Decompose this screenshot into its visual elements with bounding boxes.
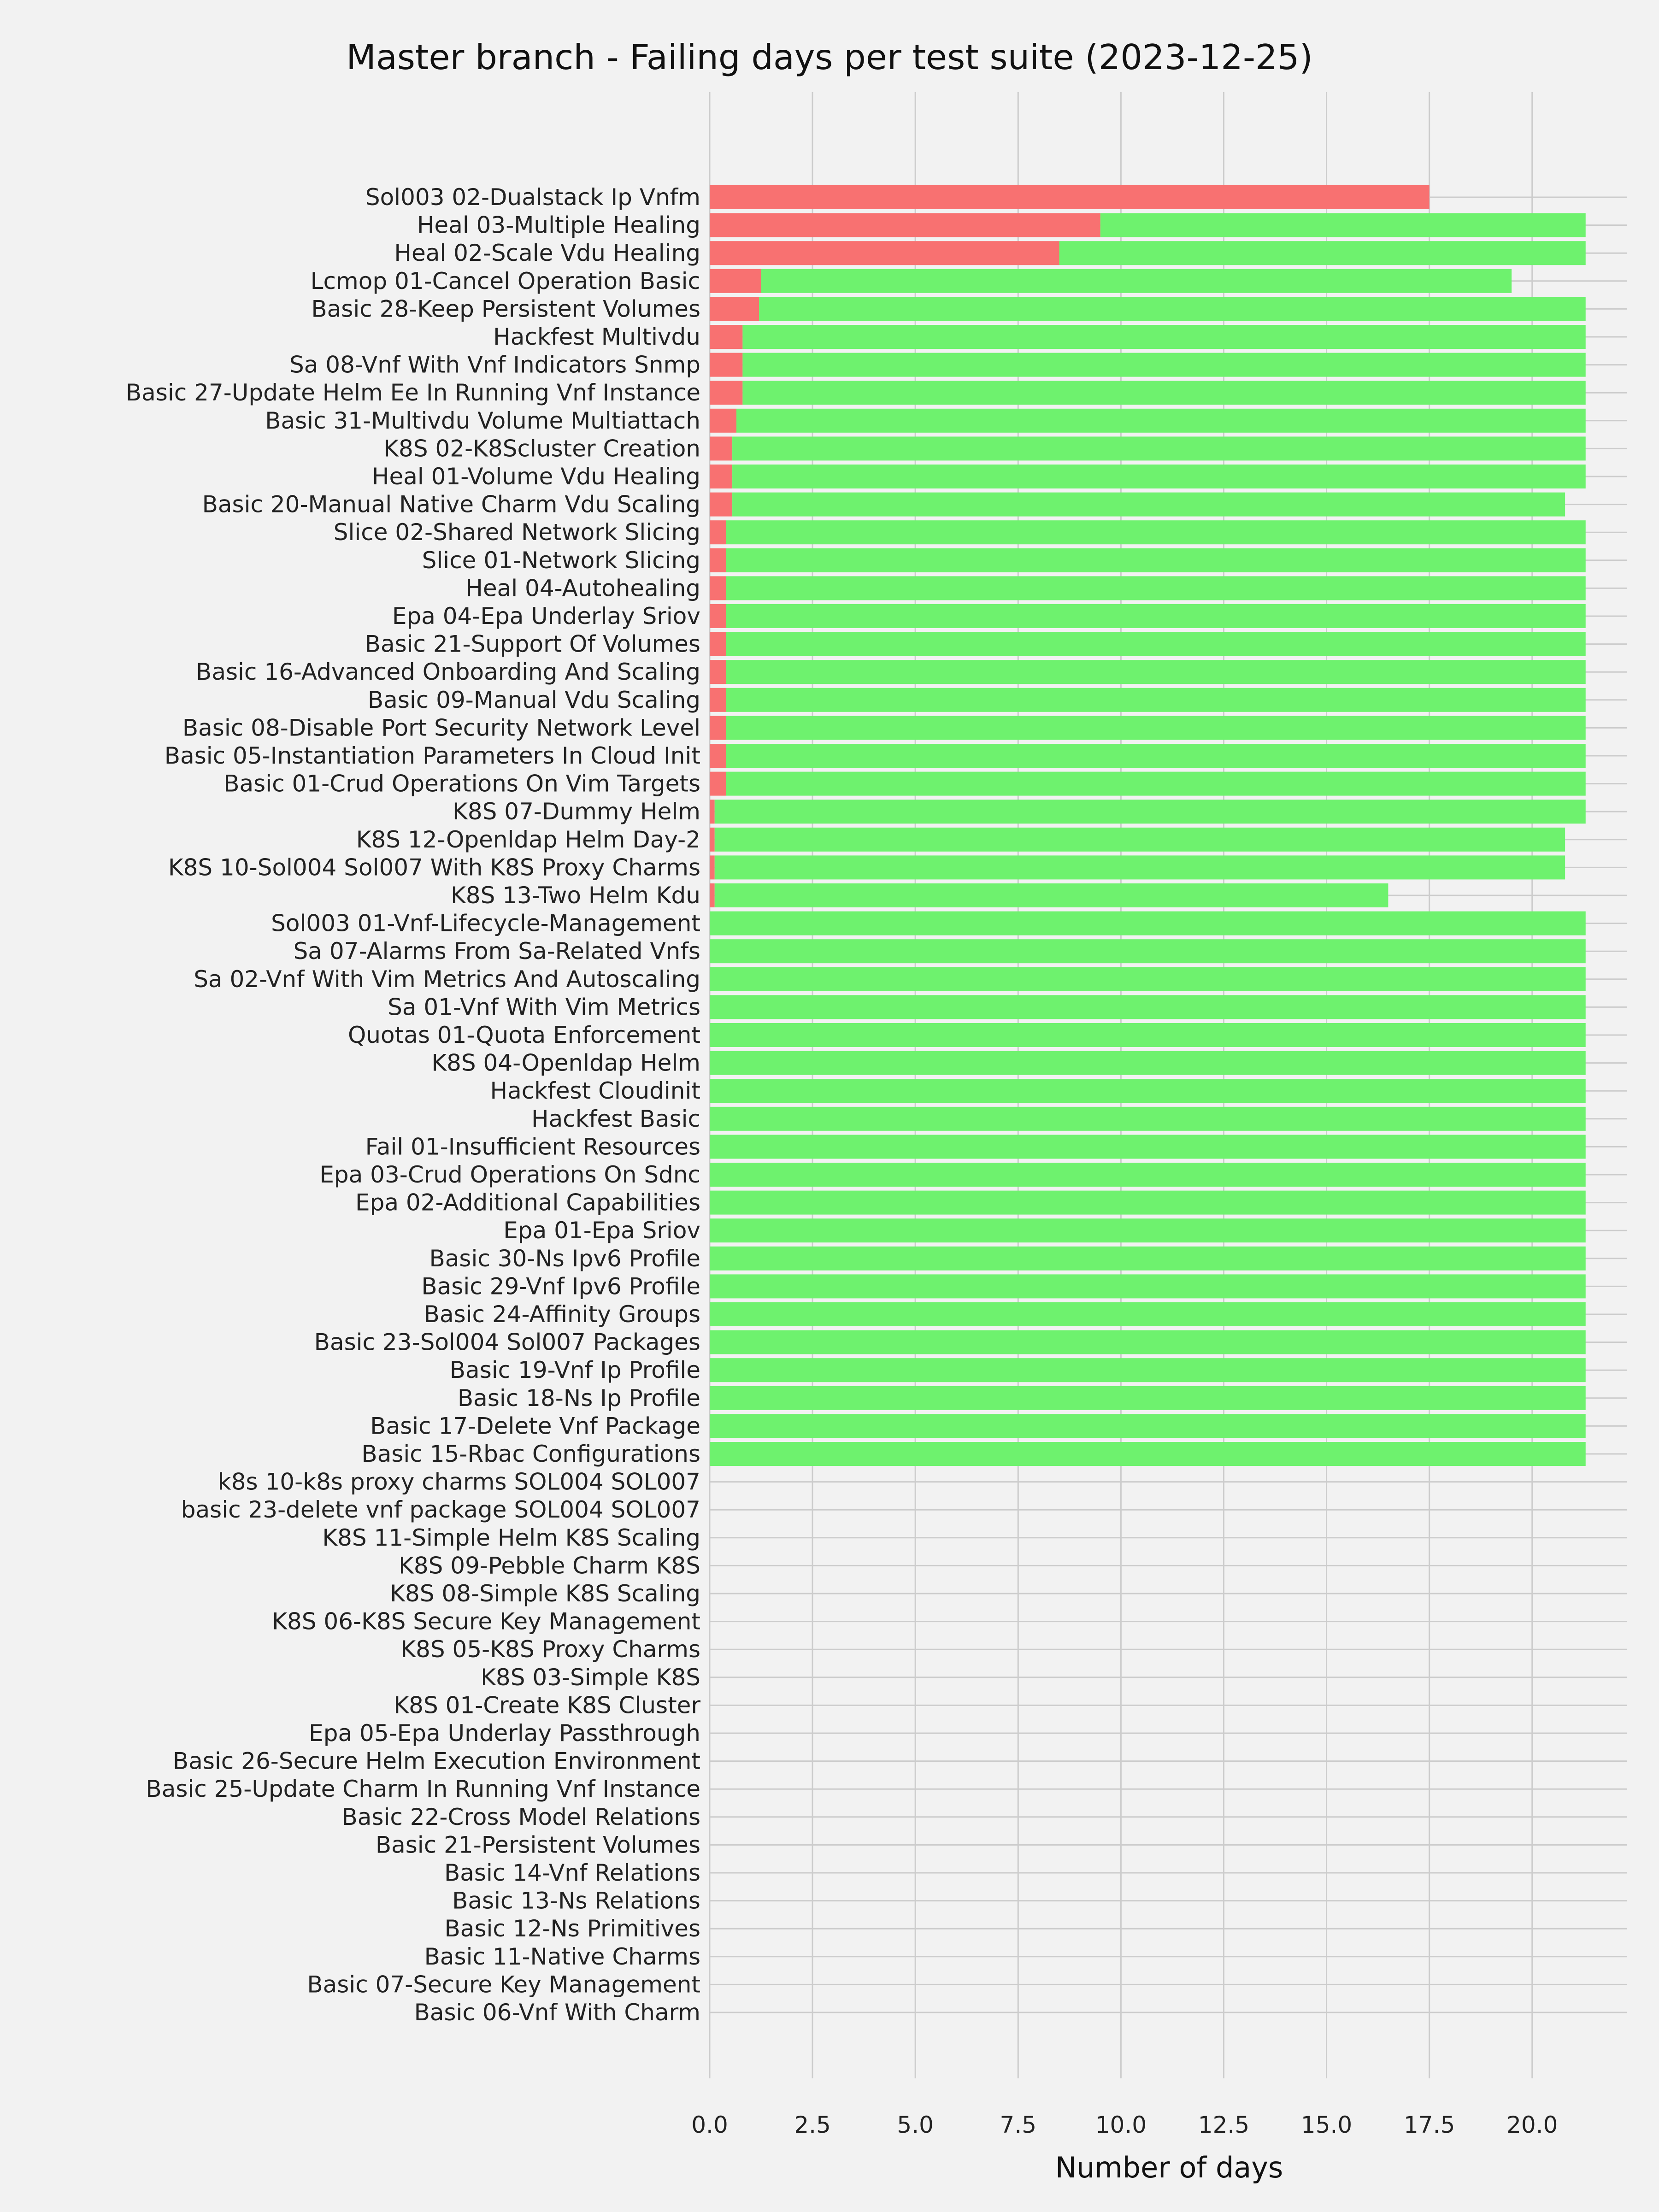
y-tick-label: Hackfest Basic [531,1105,700,1132]
y-tick-label: Basic 26-Secure Helm Execution Environment [172,1747,700,1775]
x-tick-label: 2.5 [794,2112,831,2138]
bar-passing [710,1330,1586,1354]
bar-passing [710,1107,1586,1131]
y-tick-label: Basic 01-Crud Operations On Vim Targets [224,770,700,797]
bar-passing [742,325,1585,349]
y-tick-label: Basic 14-Vnf Relations [444,1859,700,1886]
bar-passing [710,1442,1586,1466]
y-tick-label: basic 23-delete vnf package SOL004 SOL007 [181,1496,700,1524]
bar-passing [710,1191,1586,1215]
bar-passing [1100,213,1586,237]
bar-passing [726,744,1586,768]
x-axis-label: Number of days [1055,2151,1283,2184]
y-tick-label: Fail 01-Insufficient Resources [365,1133,700,1160]
bar-failing [710,716,726,740]
bar-passing [761,269,1512,293]
x-tick-label: 7.5 [1000,2112,1037,2138]
y-tick-label: Basic 12-Ns Primitives [444,1915,700,1942]
y-tick-label: Basic 25-Update Charm In Running Vnf Instance [146,1776,700,1803]
bar-failing [710,269,761,293]
bar-passing [736,409,1586,433]
y-tick-label: Sa 02-Vnf With Vim Metrics And Autoscaling [194,965,700,993]
bar-passing [710,1358,1586,1382]
y-tick-label: Slice 01-Network Slicing [422,547,700,574]
bar-failing [710,800,715,824]
bar-passing [710,1302,1586,1326]
x-tick-label: 5.0 [897,2112,934,2138]
y-tick-label: Basic 20-Manual Native Charm Vdu Scaling [202,491,700,518]
y-tick-label: Basic 16-Advanced Onboarding And Scaling [196,659,700,686]
y-tick-label: Basic 21-Persistent Volumes [375,1831,700,1859]
y-tick-label: Lcmop 01-Cancel Operation Basic [310,267,700,294]
bar-failing [710,688,726,712]
bar-passing [710,1163,1586,1187]
y-tick-label: Basic 19-Vnf Ip Profile [449,1357,700,1384]
y-tick-label: Sol003 02-Dualstack Ip Vnfm [365,184,700,211]
bar-passing [726,604,1586,628]
y-tick-label: Epa 04-Epa Underlay Sriov [392,603,700,629]
bar-passing [710,1023,1586,1047]
y-tick-label: K8S 09-Pebble Charm K8S [399,1552,700,1579]
x-tick-label: 20.0 [1506,2112,1558,2138]
y-tick-label: Basic 17-Delete Vnf Package [370,1412,700,1440]
bar-passing [759,297,1586,321]
bar-passing [710,1386,1586,1410]
y-tick-label: Sol003 01-Vnf-Lifecycle-Management [271,910,700,937]
bar-passing [710,1135,1586,1159]
bar-failing [710,744,726,768]
y-tick-label: Basic 28-Keep Persistent Volumes [311,295,700,323]
bar-failing [710,604,726,628]
y-tick-label: K8S 10-Sol004 Sol007 With K8S Proxy Charms [168,854,700,881]
bar-failing [710,465,732,488]
y-tick-label: Sa 08-Vnf With Vnf Indicators Snmp [289,351,700,378]
y-tick-label: K8S 02-K8Scluster Creation [383,435,700,462]
bar-passing [726,716,1586,740]
y-tick-label: Epa 01-Epa Sriov [503,1217,700,1244]
y-tick-label: Basic 18-Ns Ip Profile [457,1384,700,1412]
bar-passing [715,800,1586,824]
y-tick-label: Heal 02-Scale Vdu Healing [394,240,700,267]
bar-passing [1059,241,1586,265]
bar-passing [715,883,1388,907]
bar-failing [710,353,742,377]
y-tick-label: Quotas 01-Quota Enforcement [347,1022,700,1048]
bar-failing [710,855,715,879]
x-tick-label: 12.5 [1198,2112,1250,2138]
y-tick-label: Basic 09-Manual Vdu Scaling [367,686,700,713]
y-tick-label: Basic 06-Vnf With Charm [414,1999,700,2026]
bar-passing [710,912,1586,935]
y-tick-label: Epa 05-Epa Underlay Passthrough [309,1720,700,1747]
bar-passing [726,548,1586,572]
bar-passing [710,1218,1586,1242]
bar-failing [710,213,1100,237]
bar-passing [710,1274,1586,1298]
y-tick-label: Basic 22-Cross Model Relations [341,1803,700,1830]
bar-failing [710,325,742,349]
y-tick-label: Basic 13-Ns Relations [452,1887,700,1914]
y-tick-label: K8S 05-K8S Proxy Charms [400,1636,700,1663]
y-tick-label: K8S 03-Simple K8S [481,1664,700,1691]
bar-passing [726,660,1586,684]
bar-passing [732,493,1565,517]
bar-failing [710,548,726,572]
y-tick-label: Heal 04-Autohealing [465,575,700,602]
bar-failing [710,828,715,852]
bar-failing [710,576,726,600]
bar-failing [710,241,1059,265]
x-tick-label: 0.0 [691,2112,728,2138]
bar-passing [710,1079,1586,1103]
y-tick-label: Basic 31-Multivdu Volume Multiattach [265,407,700,434]
y-tick-label: Sa 01-Vnf With Vim Metrics [388,994,700,1021]
y-tick-label: Sa 07-Alarms From Sa-Related Vnfs [293,938,700,965]
y-tick-label: Basic 05-Instantiation Parameters In Cloud Init [164,742,700,769]
y-tick-label: Basic 08-Disable Port Security Network Level [182,714,700,741]
bar-passing [742,381,1585,405]
y-tick-label: Basic 29-Vnf Ipv6 Profile [421,1273,700,1300]
bar-failing [710,520,726,544]
bar-passing [715,828,1565,852]
bar-passing [726,772,1586,796]
y-tick-label: Basic 11-Native Charms [424,1943,700,1970]
bar-passing [732,465,1586,488]
x-tick-label: 10.0 [1095,2112,1147,2138]
bar-failing [710,185,1430,209]
y-tick-label: Heal 03-Multiple Healing [417,212,700,239]
y-tick-label: K8S 11-Simple Helm K8S Scaling [322,1524,700,1551]
bar-failing [710,883,715,907]
y-tick-label: Hackfest Multivdu [493,324,700,350]
bar-failing [710,772,726,796]
bar-failing [710,436,732,460]
y-tick-label: Basic 07-Secure Key Management [307,1971,700,1998]
bar-passing [710,1247,1586,1271]
bar-passing [710,939,1586,963]
y-tick-label: Epa 02-Additional Capabilities [355,1189,700,1216]
y-tick-label: K8S 01-Create K8S Cluster [394,1692,700,1719]
y-tick-label: K8S 06-K8S Secure Key Management [272,1608,700,1635]
bar-passing [726,520,1586,544]
bar-failing [710,493,732,517]
bar-passing [715,855,1565,879]
chart-title: Master branch - Failing days per test suite (2023-12-25) [346,37,1313,77]
bar-failing [710,381,742,405]
bar-passing [710,1414,1586,1438]
bar-passing [710,995,1586,1019]
bar-passing [710,967,1586,991]
x-tick-label: 15.0 [1300,2112,1353,2138]
y-tick-label: K8S 04-Openldap Helm [431,1049,700,1077]
x-tick-label: 17.5 [1403,2112,1455,2138]
y-tick-label: Heal 01-Volume Vdu Healing [371,463,700,490]
bar-failing [710,297,759,321]
y-tick-label: k8s 10-k8s proxy charms SOL004 SOL007 [218,1468,700,1495]
y-tick-label: Basic 23-Sol004 Sol007 Packages [314,1329,700,1356]
y-tick-label: Basic 24-Affinity Groups [424,1301,700,1328]
bar-passing [742,353,1585,377]
bar-passing [726,632,1586,656]
bar-passing [732,436,1586,460]
bar-passing [726,688,1586,712]
y-tick-label: K8S 08-Simple K8S Scaling [390,1580,700,1607]
y-tick-label: Basic 30-Ns Ipv6 Profile [429,1245,700,1272]
bar-passing [726,576,1586,600]
y-tick-label: Epa 03-Crud Operations On Sdnc [319,1161,700,1188]
y-tick-label: K8S 13-Two Helm Kdu [450,882,700,909]
y-tick-label: Basic 27-Update Helm Ee In Running Vnf Instance [125,379,700,406]
bar-passing [710,1051,1586,1075]
y-tick-label: Basic 15-Rbac Configurations [361,1441,700,1467]
y-tick-label: K8S 12-Openldap Helm Day-2 [356,826,700,853]
bar-failing [710,632,726,656]
bar-failing [710,409,736,433]
y-tick-label: Slice 02-Shared Network Slicing [333,519,700,546]
bar-failing [710,660,726,684]
y-tick-label: Hackfest Cloudinit [490,1077,700,1105]
y-tick-label: Basic 21-Support Of Volumes [365,630,700,658]
y-tick-label: K8S 07-Dummy Helm [453,798,700,825]
